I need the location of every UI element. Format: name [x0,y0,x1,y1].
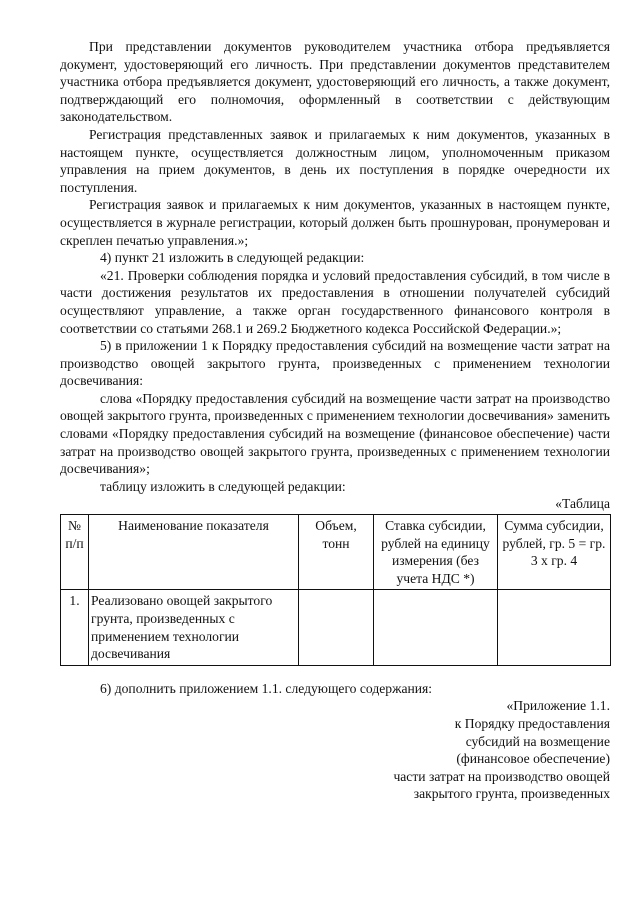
appendix-heading [60,697,610,803]
cell-subsidy-rate [374,590,498,665]
header-subsidy-rate: Ставка субсидии, рублей на единицу измерения (без учета НДС *) [374,515,498,590]
document-body [60,38,610,803]
appendix-line: к Порядку предоставления [454,715,610,731]
paragraph-registration-official: Регистрация представленных заявок и прилагаемых к ним документов, указанных в настоящем пункте, осуществляется должностным лицом, уполномоченным приказом управления на прием документов, в день их поступления в порядке очередности их поступления. [60,126,610,195]
table-row [61,590,611,665]
appendix-line: субсидий на возмещение [465,733,610,749]
paragraph-item-4: 4) пункт 21 изложить в следующей редакции: [100,250,365,266]
paragraph-replace-words: слова «Порядку предоставления субсидий на возмещение части затрат на производство овощей закрытого грунта, произведенных с применением технологии досвечивания» заменить словами «Порядку предоставления субсидий на возмещение (финансовое обеспечение) части затрат на производство овощей закрытого грунта, произведенных с применением технологии досвечивания»; [60,390,610,477]
appendix-line: закрытого грунта, произведенных [413,786,610,802]
spacer [60,666,610,680]
cell-number: 1. [61,590,89,665]
paragraph-item-6: 6) дополнить приложением 1.1. следующего содержания: [100,680,433,696]
appendix-line: (финансовое обеспечение) [456,751,610,767]
cell-indicator-name: Реализовано овощей закрытого грунта, произведенных с применением технологии досвечивания [89,590,299,665]
paragraph-table-intro: таблицу изложить в следующей редакции: [100,478,346,494]
appendix-line: «Приложение 1.1. [506,698,610,714]
header-indicator-name: Наименование показателя [89,515,299,590]
header-number: № п/п [61,515,89,590]
appendix-line: части затрат на производство овощей [393,768,610,784]
header-subsidy-amount: Сумма субсидии, рублей, гр. 5 = гр. 3 x гр. 4 [498,515,611,590]
paragraph-point-21: «21. Проверки соблюдения порядка и условий предоставления субсидий, в том числе в части достижения результатов их предоставления в отношении получателей субсидий осуществляют управление, а также орган государственного финансового контроля в соответствии со статьями 268.1 и 269.2 Бюджетного кодекса Российской Федерации.»; [60,267,610,336]
cell-volume [299,590,374,665]
paragraph-registration-journal: Регистрация заявок и прилагаемых к ним документов, указанных в настоящем пункте, осуществляется в журнале регистрации, который должен быть прошнурован, пронумерован и скреплен печатью управления.»; [60,197,610,248]
header-volume: Объем, тонн [299,515,374,590]
table-header-row [61,515,611,590]
table-caption: «Таблица [555,496,610,512]
indicators-table [60,514,611,666]
paragraph-item-5: 5) в приложении 1 к Порядку предоставления субсидий на возмещение части затрат на производство овощей закрытого грунта, произведенных с применением технологии досвечивания: [60,338,610,389]
paragraph-documents-presentation: При представлении документов руководителем участника отбора предъявляется документ, удостоверяющий его личность. При представлении документов представителем участника отбора предъявляется документ, удостоверяющий его личность, а также документ, подтверждающий его полномочия, оформленный в соответствии с действующим законодательством. [60,39,610,125]
cell-subsidy-amount [498,590,611,665]
